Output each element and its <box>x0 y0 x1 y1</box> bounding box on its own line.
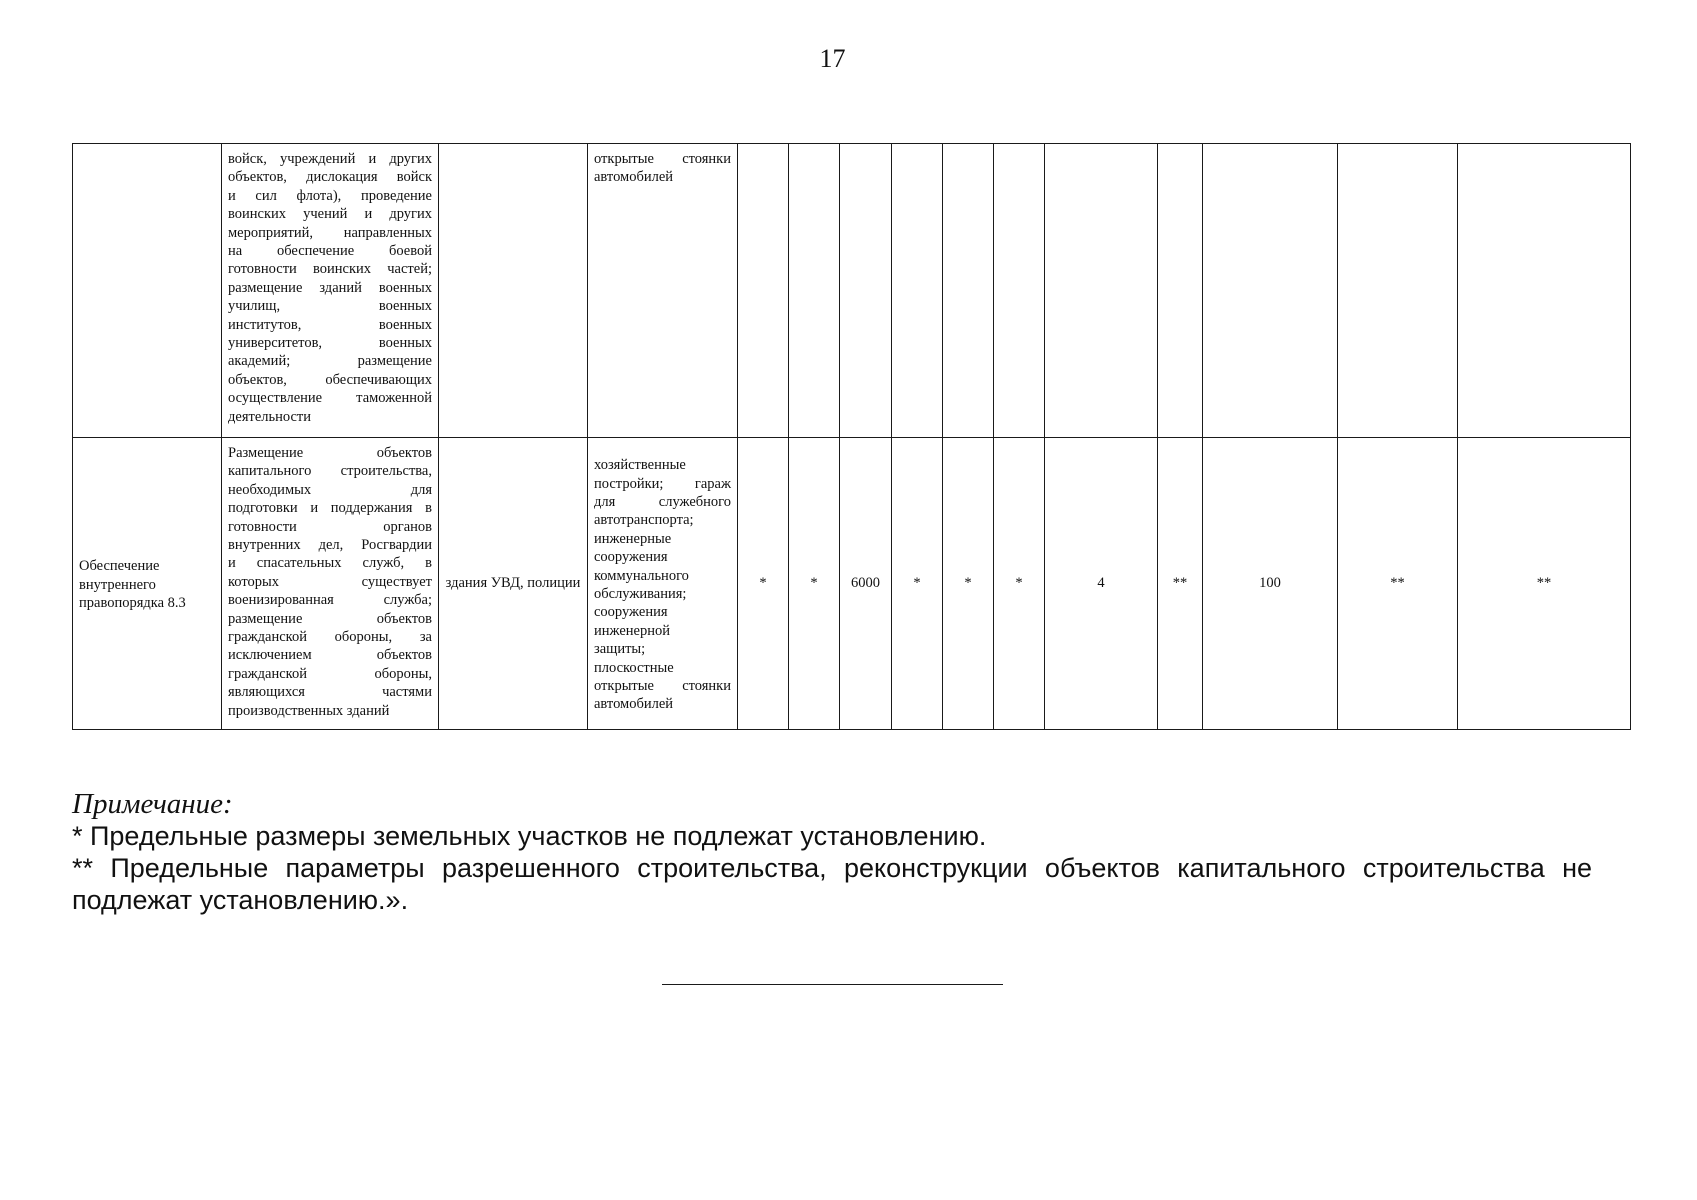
text-line: объектов, обеспечивающих <box>228 371 432 388</box>
text-line: на обеспечение боевой <box>228 243 432 260</box>
text-line: университетов, военных <box>228 335 432 352</box>
text-line: готовности органов <box>228 518 432 535</box>
land-use-table <box>72 143 1631 730</box>
note-line-2: ** Предельные параметры разрешенного строительства, реконструкции объектов капитального строительства не подлежат установлению.». <box>72 853 1592 915</box>
table-row <box>73 144 1631 438</box>
text-line: открытые стоянки <box>594 151 731 167</box>
cell-row1-param-7 <box>1045 144 1158 438</box>
text-line: хозяйственные <box>594 457 686 474</box>
text-line: готовности воинских частей; <box>228 261 432 278</box>
cell-row2-auxiliary-uses <box>588 438 738 730</box>
cell-row2-param-2: * <box>789 438 840 730</box>
cell-row1-description <box>222 144 439 438</box>
cell-row1-auxiliary-uses <box>588 144 738 438</box>
text-line: и сил флота), проведение <box>228 187 432 204</box>
cell-row1-param-2 <box>789 144 840 438</box>
text-line: Размещение объектов <box>228 445 432 461</box>
text-line: инженерной <box>594 622 670 639</box>
cell-row2-param-9: 100 <box>1203 438 1338 730</box>
text-line: которых существует <box>228 573 432 590</box>
text-line: являющихся частями <box>228 684 432 701</box>
text-line: инженерные <box>594 530 672 547</box>
text-line: необходимых для <box>228 481 432 498</box>
cell-row1-param-4 <box>892 144 943 438</box>
text-line: осуществление таможенной <box>228 390 432 407</box>
text-line: для служебного <box>594 493 731 510</box>
text-line: плоскостные <box>594 659 674 676</box>
cell-row2-param-1: * <box>738 438 789 730</box>
text-line: размещение объектов <box>228 610 432 627</box>
cell-row1-param-5 <box>943 144 994 438</box>
text-line: деятельности <box>228 408 312 425</box>
text-line: академий; размещение <box>228 353 432 370</box>
footnote-block <box>72 788 1592 916</box>
cell-row2-param-5: * <box>943 438 994 730</box>
text-line: исключением объектов <box>228 647 432 664</box>
text-line: производственных зданий <box>228 702 390 719</box>
text-line: гражданской обороны, за <box>228 629 432 646</box>
table-row <box>73 438 1631 730</box>
cell-row1-use-name <box>73 144 222 438</box>
cell-row2-param-4: * <box>892 438 943 730</box>
cell-row2-use-name: Обеспечение внутреннего правопорядка 8.3 <box>73 438 222 730</box>
text-line: размещение зданий военных <box>228 279 432 296</box>
cell-row1-main-buildings <box>439 144 588 438</box>
text-line: сооружения <box>594 604 668 621</box>
text-line: автотранспорта; <box>594 512 694 529</box>
cell-row1-param-8 <box>1158 144 1203 438</box>
cell-row2-param-3: 6000 <box>840 438 892 730</box>
text-line: внутренних дел, Росгвардии <box>228 537 432 554</box>
text-line: военизированная служба; <box>228 592 432 609</box>
cell-row1-param-6 <box>994 144 1045 438</box>
text-line: постройки; гараж <box>594 475 731 492</box>
cell-row2-param-6: * <box>994 438 1045 730</box>
cell-row1-param-10 <box>1338 144 1458 438</box>
cell-row2-main-buildings: здания УВД, полиции <box>439 438 588 730</box>
cell-row1-param-3 <box>840 144 892 438</box>
text-line: капитального строительства, <box>228 463 432 480</box>
text-line: автомобилей <box>594 169 674 186</box>
cell-row2-param-10: ** <box>1338 438 1458 730</box>
text-line: открытые стоянки <box>594 678 731 695</box>
text-line: подготовки и поддержания в <box>228 500 432 517</box>
cell-row2-param-11: ** <box>1458 438 1631 730</box>
text-line: сооружения <box>594 549 668 566</box>
text-line: обслуживания; <box>594 586 687 602</box>
text-line: училищ, военных <box>228 298 432 315</box>
text-line: и спасательных служб, в <box>228 555 432 572</box>
text-line: мероприятий, направленных <box>228 224 432 241</box>
cell-row2-description <box>222 438 439 730</box>
note-line-1: * Предельные размеры земельных участков не подлежат установлению. <box>72 821 987 851</box>
text-line: коммунального <box>594 567 689 584</box>
cell-row1-param-1 <box>738 144 789 438</box>
text-line: автомобилей <box>594 696 674 713</box>
cell-row2-param-7: 4 <box>1045 438 1158 730</box>
page-number: 17 <box>819 44 846 73</box>
text-line: институтов, военных <box>228 316 432 333</box>
cell-row2-param-8: ** <box>1158 438 1203 730</box>
cell-row1-param-9 <box>1203 144 1338 438</box>
text-line: воинских учений и других <box>228 206 432 223</box>
cell-row1-param-11 <box>1458 144 1631 438</box>
text-line: защиты; <box>594 641 646 658</box>
text-line: объектов, дислокация войск <box>228 169 432 186</box>
text-line: гражданской обороны, <box>228 665 432 682</box>
text-line: войск, учреждений и других <box>228 151 432 167</box>
note-title: Примечание: <box>72 788 233 820</box>
bottom-divider <box>662 984 1003 985</box>
